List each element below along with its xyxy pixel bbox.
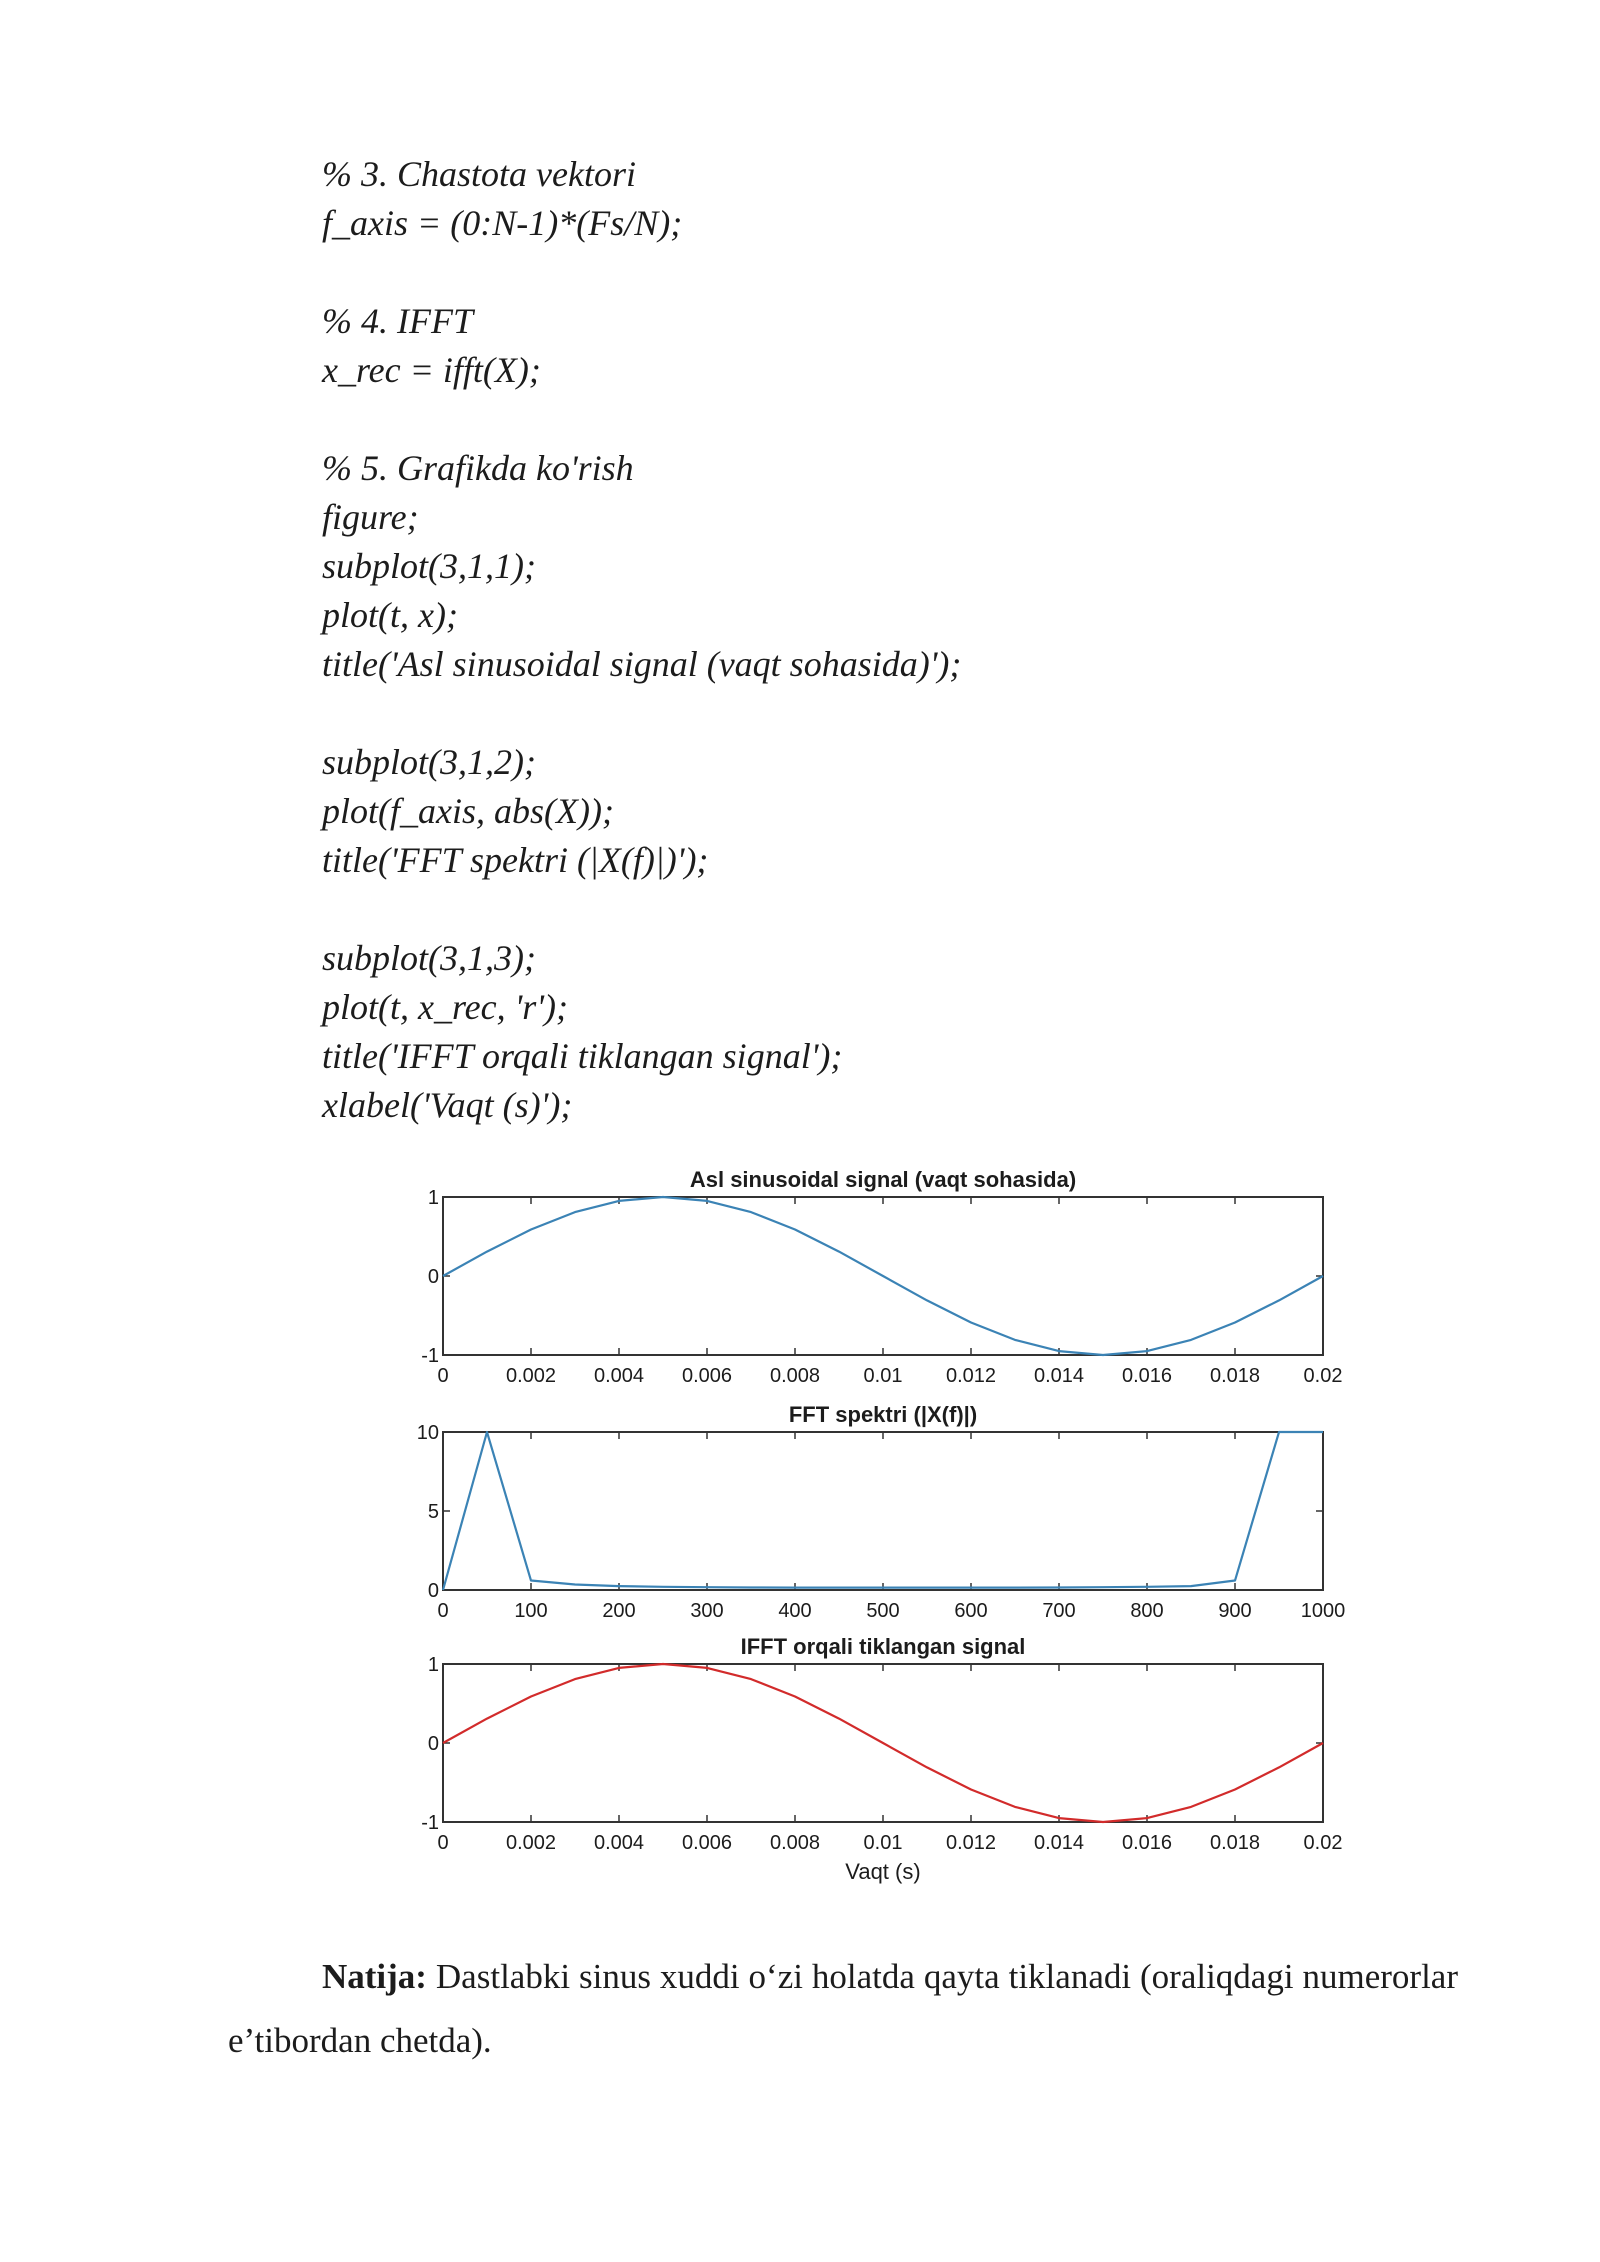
code-line: plot(f_axis, abs(X)); [322, 791, 614, 831]
x-tick-label: 200 [602, 1600, 636, 1622]
x-tick-label: 0.016 [1121, 1832, 1173, 1854]
subplot-1 [421, 1167, 1342, 1387]
figure-svg [395, 1157, 1375, 1897]
y-tick-label: 10 [416, 1422, 439, 1444]
x-tick-label: 0.012 [945, 1365, 997, 1387]
x-tick-label: 0.004 [593, 1832, 645, 1854]
x-tick-label: 100 [514, 1600, 548, 1622]
x-tick-label: 0 [437, 1600, 449, 1622]
x-tick-label: 900 [1218, 1600, 1252, 1622]
code-line: % 5. Grafikda ko'rish [322, 448, 634, 488]
x-tick-label: 0.01 [863, 1832, 903, 1854]
matlab-figure [395, 1157, 1375, 1902]
x-tick-label: 0.018 [1209, 1365, 1261, 1387]
code-blank-line [322, 689, 1322, 738]
x-tick-label: 0.006 [681, 1832, 733, 1854]
x-tick-label: 0.008 [769, 1832, 821, 1854]
x-tick-label: 0 [437, 1832, 449, 1854]
y-tick-label: 0 [427, 1266, 439, 1288]
x-tick-label: 0.012 [945, 1832, 997, 1854]
y-tick-label: -1 [421, 1345, 439, 1367]
x-tick-label: 400 [778, 1600, 812, 1622]
x-tick-label: 500 [866, 1600, 900, 1622]
y-tick-label: 5 [427, 1501, 439, 1523]
code-listing [322, 150, 1322, 1130]
x-tick-label: 1000 [1300, 1600, 1346, 1622]
axes-box [443, 1432, 1323, 1590]
code-line: subplot(3,1,3); [322, 938, 536, 978]
result-label: Natija: [322, 1957, 427, 1996]
code-line: title('IFFT orqali tiklangan signal'); [322, 1036, 843, 1076]
chart-title: FFT spektri (|X(f)|) [788, 1402, 978, 1427]
y-tick-label: 0 [427, 1733, 439, 1755]
x-tick-label: 0.02 [1303, 1365, 1343, 1387]
code-line: plot(t, x_rec, 'r'); [322, 987, 568, 1027]
x-tick-label: 0 [437, 1365, 449, 1387]
code-blank-line [322, 248, 1322, 297]
x-tick-label: 0.004 [593, 1365, 645, 1387]
x-tick-label: 0.002 [505, 1832, 557, 1854]
y-tick-label: 1 [427, 1187, 439, 1209]
code-line: title('FFT spektri (|X(f)|)'); [322, 840, 709, 880]
code-blank-line [322, 395, 1322, 444]
x-tick-label: 0.002 [505, 1365, 557, 1387]
code-line: f_axis = (0:N-1)*(Fs/N); [322, 203, 683, 243]
y-tick-label: -1 [421, 1812, 439, 1834]
x-axis-label: Vaqt (s) [845, 1859, 921, 1884]
code-line: figure; [322, 497, 419, 537]
code-line: xlabel('Vaqt (s)'); [322, 1085, 573, 1125]
result-text: Dastlabki sinus xuddi o‘zi holatda qayta tiklanadi (oraliqdagi numerorlar e’tibordan chetda). [228, 1957, 1458, 2060]
x-tick-label: 0.01 [863, 1365, 903, 1387]
code-line: % 3. Chastota vektori [322, 154, 636, 194]
chart-title: IFFT orqali tiklangan signal [740, 1634, 1026, 1659]
code-line: % 4. IFFT [322, 301, 473, 341]
x-tick-label: 0.02 [1303, 1832, 1343, 1854]
code-line: subplot(3,1,2); [322, 742, 536, 782]
y-tick-label: 1 [427, 1654, 439, 1676]
subplot-2 [417, 1402, 1346, 1622]
x-tick-label: 800 [1130, 1600, 1164, 1622]
x-tick-label: 0.018 [1209, 1832, 1261, 1854]
code-blank-line [322, 885, 1322, 934]
code-line: subplot(3,1,1); [322, 546, 536, 586]
x-tick-label: 0.014 [1033, 1365, 1085, 1387]
code-line: plot(t, x); [322, 595, 458, 635]
x-tick-label: 300 [690, 1600, 724, 1622]
code-line: title('Asl sinusoidal signal (vaqt sohasida)'); [322, 644, 962, 684]
x-tick-label: 600 [954, 1600, 988, 1622]
x-tick-label: 0.014 [1033, 1832, 1085, 1854]
y-tick-label: 0 [427, 1580, 439, 1602]
subplot-3 [421, 1634, 1342, 1884]
x-tick-label: 700 [1042, 1600, 1076, 1622]
code-line: x_rec = ifft(X); [322, 350, 541, 390]
x-tick-label: 0.016 [1121, 1365, 1173, 1387]
result-paragraph [228, 1945, 1458, 2073]
chart-title: Asl sinusoidal signal (vaqt sohasida) [689, 1167, 1077, 1192]
x-tick-label: 0.006 [681, 1365, 733, 1387]
x-tick-label: 0.008 [769, 1365, 821, 1387]
